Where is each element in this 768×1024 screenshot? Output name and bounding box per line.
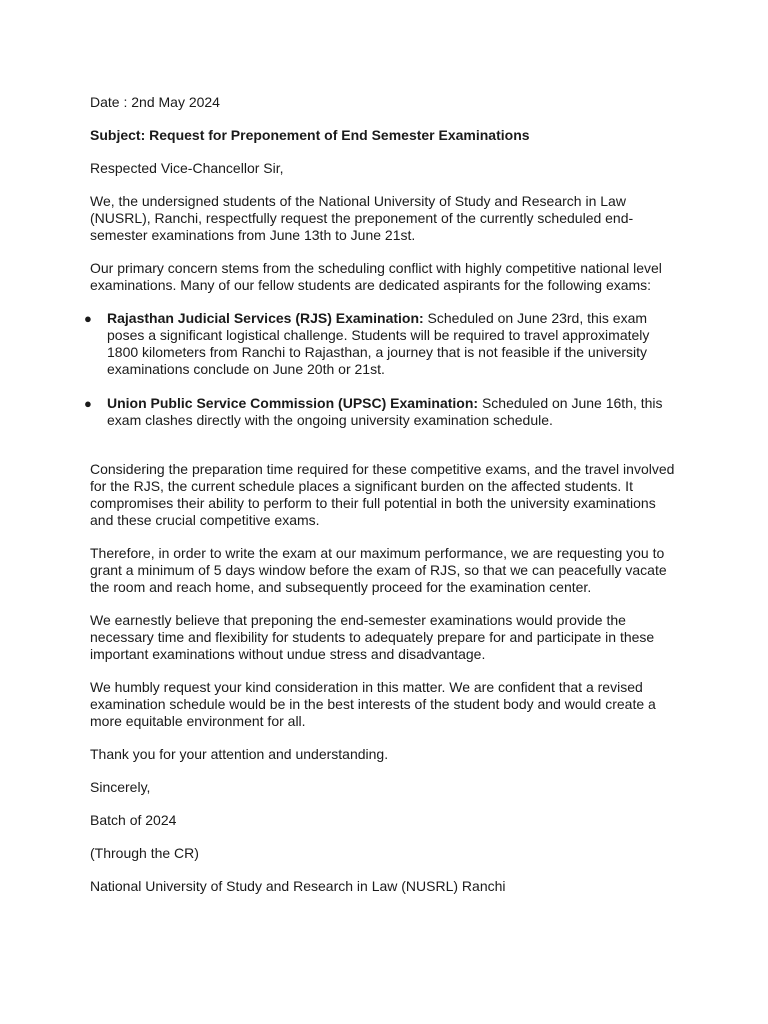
letter-subject: Subject: Request for Preponement of End Semester Examinations [90,127,530,143]
signature-institution: National University of Study and Research in Law (NUSRL) Ranchi [90,878,506,894]
bullet-title-upsc: Union Public Service Commission (UPSC) Examination: [107,395,479,411]
salutation: Respected Vice-Chancellor Sir, [90,160,284,176]
paragraph-belief: We earnestly believe that preponing the end-semester examinations would provide the necessary time and flexibility for students to adequately prepare for and participate in these important examinations without undue stress and disadvantage. [90,612,655,662]
bullet-icon: ● [84,311,92,326]
signature-through: (Through the CR) [90,845,199,861]
closing: Sincerely, [90,779,151,795]
bullet-icon: ● [84,396,92,411]
bullet-text-rjs: Scheduled on June 23rd, this exam poses a significant logistical challenge. Students will be required to travel approximately 1800 kilometers from Ranchi to Rajasthan, a journey that is not feasible if the university examinations conclude on June 20th or 21st. [107,310,650,377]
bullet-text-upsc: Scheduled on June 16th, this exam clashes directly with the ongoing university examination schedule. [107,395,663,428]
bullet-item-upsc [84,395,680,429]
paragraph-intro: We, the undersigned students of the National University of Study and Research in Law (NUSRL), Ranchi, respectfully request the preponement of the currently scheduled end-semester examinations from June 13th to June 21st. [90,193,634,243]
paragraph-burden: Considering the preparation time required for these competitive exams, and the travel involved for the RJS, the current schedule places a significant burden on the affected students. It compromises their ability to perform to their full potential in both the university examinations and these crucial competitive exams. [90,461,675,528]
paragraph-concern: Our primary concern stems from the scheduling conflict with highly competitive national level examinations. Many of our fellow students are dedicated aspirants for the following exams: [90,260,662,293]
bullet-item-rjs [84,310,680,378]
signature-batch: Batch of 2024 [90,812,177,828]
paragraph-consideration: We humbly request your kind consideration in this matter. We are confident that a revised examination schedule would be in the best interests of the student body and would create a more equitable environment for all. [90,679,656,729]
exam-bullet-list [84,310,680,429]
letter-date: Date : 2nd May 2024 [90,94,220,110]
bullet-title-rjs: Rajasthan Judicial Services (RJS) Examination: [107,310,424,326]
paragraph-thanks: Thank you for your attention and understanding. [90,746,389,762]
paragraph-request-window: Therefore, in order to write the exam at our maximum performance, we are requesting you to grant a minimum of 5 days window before the exam of RJS, so that we can peacefully vacate the room and reach home, and subsequently proceed for the examination center. [90,545,667,595]
